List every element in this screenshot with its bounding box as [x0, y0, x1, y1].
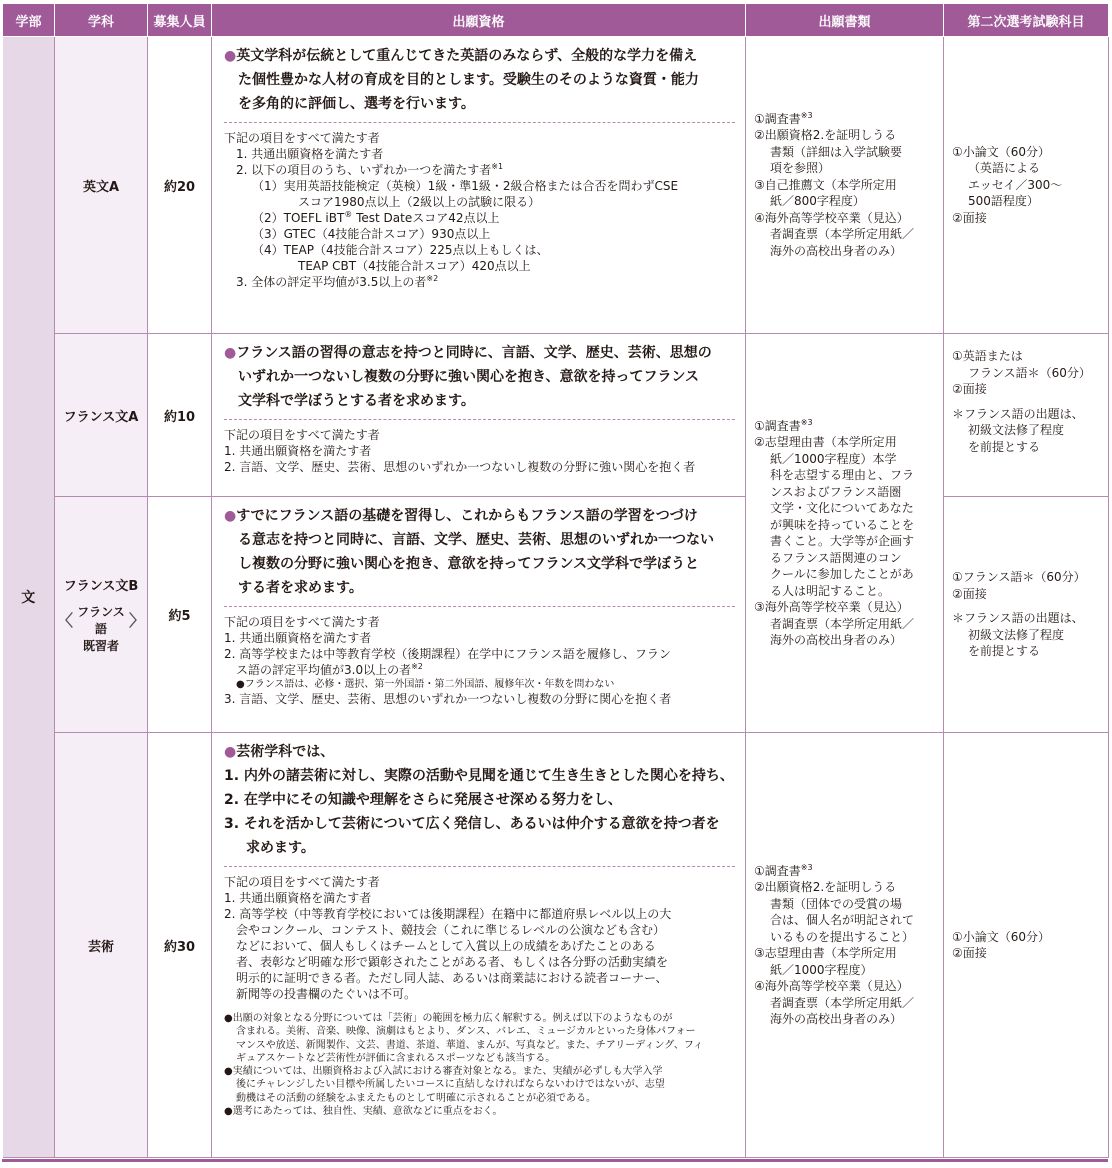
requirement-heading: 下記の項目をすべて満たす者 — [224, 428, 380, 442]
requirement-item: 1. 共通出願資格を満たす者 — [224, 631, 372, 645]
policy-line: し複数の分野に強い関心を抱き、意欲を持ってフランス文学科で学ぼうと — [238, 556, 700, 572]
requirement-item: 2. 高等学校（中等教育学校においては後期課程）在籍中に都道府県レベル以上の大 — [224, 907, 672, 921]
department-label: 英文A — [82, 179, 120, 195]
document-line: 紙／800字程度） — [770, 194, 865, 209]
requirement-line: などにおいて、個人もしくはチームとして入賞以上の成績をあげたことのある — [236, 939, 656, 953]
document-item: ②出願資格2.を証明しうる — [754, 128, 897, 143]
exam-item: ①フランス語＊（60分） — [952, 570, 1086, 585]
policy-statement — [224, 341, 735, 420]
document-line: 海外の高校出身者のみ） — [770, 633, 903, 647]
exam-item: ②面接 — [952, 210, 987, 225]
policy-line: いずれか一つないし複数の分野に強い関心を抱き、意欲を持ってフランス — [238, 369, 700, 385]
document-item: ②志望理由書（本学所定用 — [754, 435, 897, 449]
policy-line: ●英文学科が伝統として重んじてきた英語のみならず、全般的な学力を備え — [224, 48, 698, 64]
department-label: フランス文B — [63, 578, 139, 594]
bullet-icon: ● — [224, 508, 237, 524]
requirement-subitem: （4）TEAP（4技能合計スコア）225点以上もしくは、 — [252, 243, 549, 257]
exam-item: ①英語または — [952, 349, 1023, 363]
exam-item: ①小論文（60分） — [952, 929, 1051, 944]
document-line: が興味を持っていることを — [770, 517, 915, 532]
table-row-art — [3, 733, 1109, 1158]
document-item: ①調査書$^{※3}$ — [754, 862, 813, 878]
exam-note: ＊フランス語の出題は、 — [952, 406, 1084, 421]
document-item: ④海外高等学校卒業（見込） — [754, 210, 909, 225]
document-line: 書類（詳細は入学試験要 — [770, 144, 903, 159]
document-line: 者調査票（本学所定用紙／ — [770, 227, 915, 242]
note-line: 含まれる。美術、音楽、映像、演劇はもとより、ダンス、バレエ、ミュージカルといった身体パフォー — [236, 1026, 696, 1038]
policy-line: ●フランス語の習得の意志を持つと同時に、言語、文学、歴史、芸術、思想の — [224, 345, 712, 361]
document-line: 紙／1000字程度） — [770, 962, 873, 977]
policy-statement — [224, 44, 735, 123]
requirement-item: 3. 全体の評定平均値が3.5以上の者$^{※2}$ — [236, 274, 439, 289]
exam-note-line: を前提とする — [968, 644, 1041, 659]
faculty-cell — [3, 37, 55, 1158]
exam-note-line: 初級文法修了程度 — [968, 423, 1065, 437]
quota-cell — [148, 37, 212, 334]
requirement-item: 1. 共通出願資格を満たす者 — [236, 147, 384, 161]
bottom-rule — [2, 1159, 1108, 1162]
header-qualifications: 出願資格 — [212, 4, 746, 37]
document-line: 合は、個人名が明記されて — [770, 913, 915, 927]
header-quota: 募集人員 — [148, 4, 212, 37]
header-department: 学科 — [55, 4, 148, 37]
document-item: ④海外高等学校卒業（見込） — [754, 979, 909, 993]
exam-item: ②面接 — [952, 586, 987, 601]
document-line: クールに参加したことがあ — [770, 567, 914, 581]
footnote-mark: ※3 — [800, 110, 813, 120]
document-line: 項を参照） — [770, 161, 831, 176]
requirement-subitem: TEAP CBT（4技能合計スコア）420点以上 — [298, 259, 531, 273]
header-faculty: 学部 — [3, 4, 55, 37]
document-item: ①調査書$^{※3}$ — [754, 110, 813, 126]
requirement-line: 者、表彰など明確な形で顕彰されたことがある者、もしくは各分野の活動実績を — [236, 955, 669, 969]
document-line: 者調査票（本学所定用紙／ — [770, 616, 915, 631]
policy-statement — [224, 504, 735, 607]
policy-line: 文学科で学ぼうとする者を求めます。 — [238, 393, 475, 409]
qualifications-cell — [212, 733, 746, 1158]
exam-note-line: を前提とする — [968, 439, 1041, 454]
exam-line: フランス語＊（60分） — [968, 365, 1091, 380]
exam-cell — [944, 733, 1109, 1158]
note-line: マンスや放送、新聞製作、文芸、書道、茶道、華道、まんが、写真など。また、チアリーディング、フィ — [236, 1039, 704, 1051]
bullet-icon: ● — [224, 48, 237, 64]
department-cell — [55, 497, 148, 733]
footnote-mark: ※2 — [426, 274, 439, 283]
exam-note: ＊フランス語の出題は、 — [952, 611, 1084, 626]
requirement-subitem: （3）GTEC（4技能合計スコア）930点以上 — [252, 227, 491, 241]
exam-item: ②面接 — [952, 946, 987, 960]
admission-table — [2, 3, 1109, 1158]
exam-item: ①小論文（60分） — [952, 144, 1051, 159]
document-line: 書くこと。大学等が企画す — [770, 534, 915, 548]
document-line: 書類（団体での受賞の場 — [770, 896, 903, 911]
note-line: 後にチャレンジしたい目標や所属したいコースに直結しなければならないわけではないが、志望 — [236, 1079, 665, 1091]
note-line: 動機はその活動の経験をふまえたものとして明確に示されることが必須である。 — [236, 1092, 596, 1104]
qualifications-cell — [212, 334, 746, 497]
quota-cell — [148, 733, 212, 1158]
policy-line: る意志を持つと同時に、言語、文学、歴史、芸術、思想のいずれか一つない — [238, 532, 714, 548]
document-item: ①調査書$^{※3}$ — [754, 417, 813, 433]
footnote-mark: ※3 — [800, 417, 813, 427]
note-line: ●実績については、出願資格および入試における審査対象となる。また、実績が必ずしも大学入学 — [224, 1066, 663, 1078]
quota-value: 約5 — [168, 609, 191, 624]
document-line: 海外の高校出身者のみ） — [770, 1012, 903, 1026]
policy-line: た個性豊かな人材の育成を目的とします。受験生のそのような資質・能力 — [238, 72, 699, 88]
exam-cell — [944, 37, 1109, 334]
document-item: ③自己推薦文（本学所定用 — [754, 177, 897, 192]
document-item: ②出願資格2.を証明しうる — [754, 880, 897, 894]
exam-line: エッセイ／300～ — [968, 177, 1063, 192]
policy-line: する者を求めます。 — [238, 580, 363, 596]
quota-value: 約10 — [163, 409, 196, 425]
policy-line: を多角的に評価し、選考を行います。 — [238, 96, 475, 112]
document-line: 科を志望する理由と、フラ — [770, 468, 915, 482]
department-label: フランス文A — [63, 409, 139, 425]
note-line: ●出願の対象となる分野については「芸術」の範囲を極力広く解釈する。例えば以下のようなものが — [224, 1013, 673, 1024]
registered-mark: ® — [344, 210, 353, 219]
exam-cell — [944, 497, 1109, 733]
requirement-subitem: （1）実用英語技能検定（英検）1級・準1級・2級合格または合否を問わずCSE — [252, 179, 679, 193]
policy-line: ●芸術学科では、 — [224, 744, 335, 760]
requirement-item: 2. 以下の項目のうち、いずれか一つを満たす者$^{※1}$ — [236, 162, 504, 177]
header-documents: 出願書類 — [746, 4, 944, 37]
requirement-item: 2. 言語、文学、歴史、芸術、思想のいずれか一つないし複数の分野に強い関心を抱く者 — [224, 460, 696, 474]
faculty-label: 文 — [21, 590, 36, 606]
policy-line: 求めます。 — [246, 840, 315, 856]
document-item: ③海外高等学校卒業（見込） — [754, 600, 909, 614]
requirement-item: 2. 高等学校または中等教育学校（後期課程）在学中にフランス語を履修し、フラン — [224, 647, 671, 661]
documents-cell — [746, 37, 944, 334]
requirement-subitem: スコア1980点以上（2級以上の試験に限る） — [298, 195, 541, 209]
table-row-english-a — [3, 37, 1109, 334]
exam-item: ②面接 — [952, 382, 987, 396]
bullet-icon: ● — [224, 345, 237, 361]
policy-line: 2. 在学中にその知識や理解をさらに発展させ深める努力をし、 — [224, 792, 622, 808]
document-line: る人は明記すること。 — [770, 583, 891, 598]
requirement-item: 1. 共通出願資格を満たす者 — [224, 891, 372, 905]
table-row-french-a — [3, 334, 1109, 497]
requirement-heading: 下記の項目をすべて満たす者 — [224, 131, 380, 145]
note-line: ●選考にあたっては、独自性、実績、意欲などに重点をおく。 — [224, 1106, 503, 1118]
quota-cell — [148, 497, 212, 733]
footnote-mark: ※2 — [411, 662, 423, 671]
policy-statement — [224, 740, 735, 867]
policy-line: 1. 内外の諸芸術に対し、実際の活動や見聞を通じて生き生きとした関心を持ち、 — [224, 768, 734, 784]
exam-line: （英語による — [968, 161, 1041, 176]
exam-cell — [944, 334, 1109, 497]
requirement-item: 1. 共通出願資格を満たす者 — [224, 444, 372, 458]
policy-line: ●すでにフランス語の基礎を習得し、これからもフランス語の学習をつづけ — [224, 508, 698, 524]
document-item: ③志望理由書（本学所定用 — [754, 946, 897, 960]
department-label: 芸術 — [87, 939, 114, 955]
document-line: 者調査票（本学所定用紙／ — [770, 995, 915, 1010]
quota-value: 約20 — [163, 179, 196, 195]
qualifications-cell — [212, 497, 746, 733]
requirement-subitem: （2）TOEFL iBT® Test Dateスコア42点以上 — [252, 210, 500, 225]
document-line: るフランス語関連のコン — [770, 550, 902, 565]
documents-cell-french — [746, 334, 944, 733]
requirement-line: 明示的に証明できる者。ただし同人誌、あるいは商業誌における読者コーナー、 — [236, 971, 668, 985]
requirement-item: 3. 言語、文学、歴史、芸術、思想のいずれか一つないし複数の分野に関心を抱く者 — [224, 692, 672, 707]
requirement-note: ●フランス語は、必修・選択、第一外国語・第二外国語、履修年次・年数を問わない — [236, 679, 615, 690]
bullet-icon: ● — [224, 744, 237, 760]
policy-line: 3. それを活かして芸術について広く発信し、あるいは仲介する意欲を持つ者を — [224, 816, 720, 832]
document-line: 紙／1000字程度）本学 — [770, 451, 897, 466]
document-line: 海外の高校出身者のみ） — [770, 243, 903, 258]
requirement-line: 会やコンクール、コンテスト、競技会（これに準じるレベルの公演なども含む） — [236, 923, 666, 937]
note-line: ギュアスケートなど芸術性が評価に含まれるスポーツなども該当する。 — [236, 1052, 556, 1064]
document-line: ンスおよびフランス語圏 — [770, 484, 902, 499]
quota-value: 約30 — [163, 939, 196, 955]
department-sublabel: 〈 〉 フランス語 既習者 — [57, 604, 145, 653]
exam-line: 500語程度） — [968, 194, 1039, 209]
requirement-line: 新聞等の投書欄のたぐいは不可。 — [236, 987, 417, 1001]
footnote-mark: ※1 — [491, 162, 504, 171]
documents-cell — [746, 733, 944, 1158]
footnote-mark: ※3 — [800, 862, 813, 872]
exam-note-line: 初級文法修了程度 — [968, 627, 1065, 642]
header-second-exam: 第二次選考試験科目 — [944, 4, 1109, 37]
qualifications-cell — [212, 37, 746, 334]
department-cell — [55, 37, 148, 334]
department-cell — [55, 733, 148, 1158]
requirement-item: ス語の評定平均値が3.0以上の者$^{※2}$ — [236, 662, 423, 677]
table-row-french-b — [3, 497, 1109, 733]
document-line: 文学・文化についてあなた — [770, 501, 914, 515]
header-row — [3, 4, 1109, 37]
document-line: いるものを提出すること） — [770, 929, 915, 944]
department-cell — [55, 334, 148, 497]
requirement-heading: 下記の項目をすべて満たす者 — [224, 615, 380, 629]
quota-cell — [148, 334, 212, 497]
requirement-heading: 下記の項目をすべて満たす者 — [224, 875, 380, 889]
